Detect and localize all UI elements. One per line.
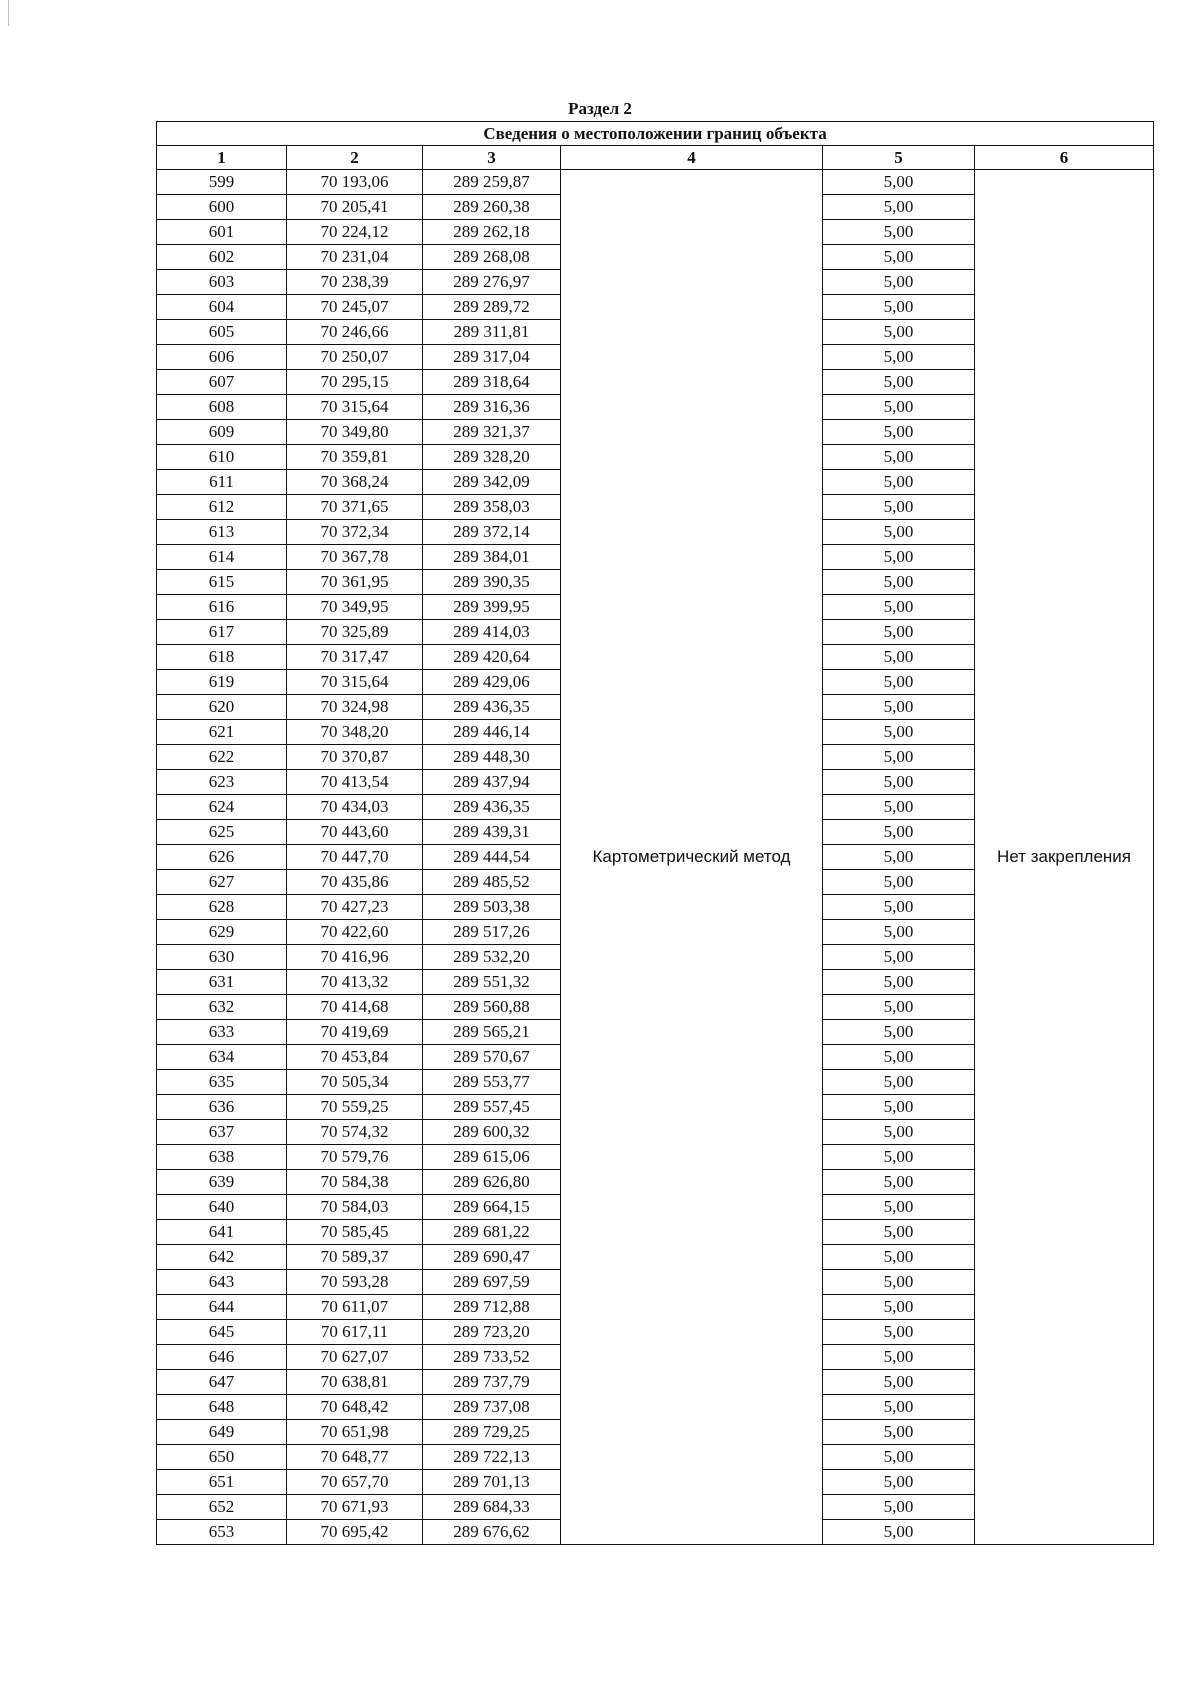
coordinate-y-cell: 289 532,20 bbox=[423, 945, 561, 970]
coordinate-x-cell: 70 193,06 bbox=[287, 170, 423, 195]
point-number-cell: 608 bbox=[157, 395, 287, 420]
coordinate-x-cell: 70 695,42 bbox=[287, 1520, 423, 1545]
point-number-cell: 641 bbox=[157, 1220, 287, 1245]
point-number-cell: 651 bbox=[157, 1470, 287, 1495]
coordinate-y-cell: 289 626,80 bbox=[423, 1170, 561, 1195]
coordinate-y-cell: 289 723,20 bbox=[423, 1320, 561, 1345]
coordinate-y-cell: 289 517,26 bbox=[423, 920, 561, 945]
coordinate-x-cell: 70 584,03 bbox=[287, 1195, 423, 1220]
point-number-cell: 650 bbox=[157, 1445, 287, 1470]
coordinate-x-cell: 70 648,42 bbox=[287, 1395, 423, 1420]
coordinate-x-cell: 70 349,95 bbox=[287, 595, 423, 620]
coordinate-y-cell: 289 399,95 bbox=[423, 595, 561, 620]
point-number-cell: 605 bbox=[157, 320, 287, 345]
coordinate-y-cell: 289 439,31 bbox=[423, 820, 561, 845]
coordinate-x-cell: 70 419,69 bbox=[287, 1020, 423, 1045]
accuracy-cell: 5,00 bbox=[823, 1520, 975, 1545]
coordinate-x-cell: 70 370,87 bbox=[287, 745, 423, 770]
coordinate-x-cell: 70 589,37 bbox=[287, 1245, 423, 1270]
coordinate-y-cell: 289 681,22 bbox=[423, 1220, 561, 1245]
coordinate-y-cell: 289 712,88 bbox=[423, 1295, 561, 1320]
coordinate-x-cell: 70 317,47 bbox=[287, 645, 423, 670]
point-number-cell: 624 bbox=[157, 795, 287, 820]
coordinate-y-cell: 289 436,35 bbox=[423, 695, 561, 720]
coordinate-x-cell: 70 671,93 bbox=[287, 1495, 423, 1520]
point-number-cell: 614 bbox=[157, 545, 287, 570]
accuracy-cell: 5,00 bbox=[823, 1245, 975, 1270]
coordinate-y-cell: 289 485,52 bbox=[423, 870, 561, 895]
point-number-cell: 620 bbox=[157, 695, 287, 720]
coordinate-y-cell: 289 600,32 bbox=[423, 1120, 561, 1145]
coordinate-y-cell: 289 690,47 bbox=[423, 1245, 561, 1270]
method-cell: Картометрический метод bbox=[561, 170, 823, 1545]
accuracy-cell: 5,00 bbox=[823, 770, 975, 795]
point-number-cell: 603 bbox=[157, 270, 287, 295]
point-number-cell: 622 bbox=[157, 745, 287, 770]
point-number-cell: 640 bbox=[157, 1195, 287, 1220]
accuracy-cell: 5,00 bbox=[823, 1295, 975, 1320]
accuracy-cell: 5,00 bbox=[823, 845, 975, 870]
coordinate-y-cell: 289 553,77 bbox=[423, 1070, 561, 1095]
coordinate-y-cell: 289 676,62 bbox=[423, 1520, 561, 1545]
coordinate-x-cell: 70 416,96 bbox=[287, 945, 423, 970]
coordinate-y-cell: 289 328,20 bbox=[423, 445, 561, 470]
coordinate-y-cell: 289 446,14 bbox=[423, 720, 561, 745]
coordinate-x-cell: 70 238,39 bbox=[287, 270, 423, 295]
accuracy-cell: 5,00 bbox=[823, 1345, 975, 1370]
accuracy-cell: 5,00 bbox=[823, 595, 975, 620]
accuracy-cell: 5,00 bbox=[823, 395, 975, 420]
coordinate-y-cell: 289 557,45 bbox=[423, 1095, 561, 1120]
coordinate-x-cell: 70 295,15 bbox=[287, 370, 423, 395]
accuracy-cell: 5,00 bbox=[823, 370, 975, 395]
coordinate-x-cell: 70 427,23 bbox=[287, 895, 423, 920]
coordinate-x-cell: 70 584,38 bbox=[287, 1170, 423, 1195]
coordinate-y-cell: 289 437,94 bbox=[423, 770, 561, 795]
coordinate-x-cell: 70 453,84 bbox=[287, 1045, 423, 1070]
accuracy-cell: 5,00 bbox=[823, 1170, 975, 1195]
accuracy-cell: 5,00 bbox=[823, 720, 975, 745]
coordinate-x-cell: 70 361,95 bbox=[287, 570, 423, 595]
accuracy-cell: 5,00 bbox=[823, 1070, 975, 1095]
coordinate-y-cell: 289 664,15 bbox=[423, 1195, 561, 1220]
accuracy-cell: 5,00 bbox=[823, 970, 975, 995]
point-number-cell: 631 bbox=[157, 970, 287, 995]
table-row bbox=[157, 170, 1154, 195]
coordinate-x-cell: 70 324,98 bbox=[287, 695, 423, 720]
coordinate-y-cell: 289 318,64 bbox=[423, 370, 561, 395]
point-number-cell: 613 bbox=[157, 520, 287, 545]
column-header: 2 bbox=[287, 146, 423, 170]
point-number-cell: 612 bbox=[157, 495, 287, 520]
coordinate-x-cell: 70 371,65 bbox=[287, 495, 423, 520]
accuracy-cell: 5,00 bbox=[823, 295, 975, 320]
column-header: 1 bbox=[157, 146, 287, 170]
coordinate-x-cell: 70 414,68 bbox=[287, 995, 423, 1020]
coordinate-x-cell: 70 205,41 bbox=[287, 195, 423, 220]
coordinate-x-cell: 70 559,25 bbox=[287, 1095, 423, 1120]
coordinate-y-cell: 289 722,13 bbox=[423, 1445, 561, 1470]
accuracy-cell: 5,00 bbox=[823, 1445, 975, 1470]
point-number-cell: 645 bbox=[157, 1320, 287, 1345]
accuracy-cell: 5,00 bbox=[823, 445, 975, 470]
coordinate-y-cell: 289 316,36 bbox=[423, 395, 561, 420]
coordinate-y-cell: 289 737,79 bbox=[423, 1370, 561, 1395]
coordinate-y-cell: 289 414,03 bbox=[423, 620, 561, 645]
point-number-cell: 646 bbox=[157, 1345, 287, 1370]
coordinate-y-cell: 289 311,81 bbox=[423, 320, 561, 345]
point-number-cell: 630 bbox=[157, 945, 287, 970]
coordinate-x-cell: 70 434,03 bbox=[287, 795, 423, 820]
coordinate-y-cell: 289 570,67 bbox=[423, 1045, 561, 1070]
column-header: 5 bbox=[823, 146, 975, 170]
coordinate-y-cell: 289 268,08 bbox=[423, 245, 561, 270]
point-number-cell: 606 bbox=[157, 345, 287, 370]
accuracy-cell: 5,00 bbox=[823, 695, 975, 720]
coordinate-y-cell: 289 737,08 bbox=[423, 1395, 561, 1420]
coordinate-x-cell: 70 315,64 bbox=[287, 670, 423, 695]
point-number-cell: 653 bbox=[157, 1520, 287, 1545]
coordinate-x-cell: 70 435,86 bbox=[287, 870, 423, 895]
coordinate-y-cell: 289 390,35 bbox=[423, 570, 561, 595]
coordinate-y-cell: 289 503,38 bbox=[423, 895, 561, 920]
coordinate-x-cell: 70 611,07 bbox=[287, 1295, 423, 1320]
coordinate-y-cell: 289 733,52 bbox=[423, 1345, 561, 1370]
coordinate-y-cell: 289 289,72 bbox=[423, 295, 561, 320]
point-number-cell: 607 bbox=[157, 370, 287, 395]
accuracy-cell: 5,00 bbox=[823, 1270, 975, 1295]
coordinate-y-cell: 289 701,13 bbox=[423, 1470, 561, 1495]
coordinate-x-cell: 70 413,54 bbox=[287, 770, 423, 795]
point-number-cell: 639 bbox=[157, 1170, 287, 1195]
coordinate-x-cell: 70 657,70 bbox=[287, 1470, 423, 1495]
accuracy-cell: 5,00 bbox=[823, 1045, 975, 1070]
point-number-cell: 644 bbox=[157, 1295, 287, 1320]
coordinate-x-cell: 70 638,81 bbox=[287, 1370, 423, 1395]
point-number-cell: 634 bbox=[157, 1045, 287, 1070]
coordinate-x-cell: 70 231,04 bbox=[287, 245, 423, 270]
coordinate-y-cell: 289 684,33 bbox=[423, 1495, 561, 1520]
point-number-cell: 604 bbox=[157, 295, 287, 320]
coordinate-x-cell: 70 348,20 bbox=[287, 720, 423, 745]
coordinate-x-cell: 70 574,32 bbox=[287, 1120, 423, 1145]
coordinate-y-cell: 289 565,21 bbox=[423, 1020, 561, 1045]
point-number-cell: 616 bbox=[157, 595, 287, 620]
accuracy-cell: 5,00 bbox=[823, 170, 975, 195]
accuracy-cell: 5,00 bbox=[823, 245, 975, 270]
coordinate-y-cell: 289 262,18 bbox=[423, 220, 561, 245]
point-number-cell: 599 bbox=[157, 170, 287, 195]
point-number-cell: 642 bbox=[157, 1245, 287, 1270]
point-number-cell: 637 bbox=[157, 1120, 287, 1145]
point-number-cell: 636 bbox=[157, 1095, 287, 1120]
accuracy-cell: 5,00 bbox=[823, 1395, 975, 1420]
point-number-cell: 635 bbox=[157, 1070, 287, 1095]
table-body bbox=[157, 170, 1154, 1545]
coordinate-x-cell: 70 447,70 bbox=[287, 845, 423, 870]
coordinate-y-cell: 289 321,37 bbox=[423, 420, 561, 445]
accuracy-cell: 5,00 bbox=[823, 1120, 975, 1145]
coordinate-y-cell: 289 259,87 bbox=[423, 170, 561, 195]
accuracy-cell: 5,00 bbox=[823, 820, 975, 845]
point-number-cell: 649 bbox=[157, 1420, 287, 1445]
coordinate-x-cell: 70 505,34 bbox=[287, 1070, 423, 1095]
point-number-cell: 609 bbox=[157, 420, 287, 445]
coordinate-y-cell: 289 560,88 bbox=[423, 995, 561, 1020]
accuracy-cell: 5,00 bbox=[823, 1095, 975, 1120]
coordinates-table bbox=[156, 121, 1154, 1545]
coordinate-y-cell: 289 444,54 bbox=[423, 845, 561, 870]
accuracy-cell: 5,00 bbox=[823, 1495, 975, 1520]
accuracy-cell: 5,00 bbox=[823, 320, 975, 345]
coordinate-x-cell: 70 368,24 bbox=[287, 470, 423, 495]
accuracy-cell: 5,00 bbox=[823, 1370, 975, 1395]
accuracy-cell: 5,00 bbox=[823, 470, 975, 495]
accuracy-cell: 5,00 bbox=[823, 1470, 975, 1495]
coordinate-y-cell: 289 729,25 bbox=[423, 1420, 561, 1445]
coordinate-x-cell: 70 246,66 bbox=[287, 320, 423, 345]
point-number-cell: 638 bbox=[157, 1145, 287, 1170]
coordinates-table-container bbox=[156, 121, 1153, 1545]
accuracy-cell: 5,00 bbox=[823, 945, 975, 970]
coordinate-x-cell: 70 579,76 bbox=[287, 1145, 423, 1170]
coordinate-x-cell: 70 593,28 bbox=[287, 1270, 423, 1295]
accuracy-cell: 5,00 bbox=[823, 420, 975, 445]
coordinate-y-cell: 289 372,14 bbox=[423, 520, 561, 545]
accuracy-cell: 5,00 bbox=[823, 1145, 975, 1170]
point-number-cell: 628 bbox=[157, 895, 287, 920]
coordinate-x-cell: 70 325,89 bbox=[287, 620, 423, 645]
point-number-cell: 643 bbox=[157, 1270, 287, 1295]
accuracy-cell: 5,00 bbox=[823, 520, 975, 545]
coordinate-y-cell: 289 551,32 bbox=[423, 970, 561, 995]
coordinate-x-cell: 70 422,60 bbox=[287, 920, 423, 945]
point-number-cell: 625 bbox=[157, 820, 287, 845]
coordinate-y-cell: 289 420,64 bbox=[423, 645, 561, 670]
accuracy-cell: 5,00 bbox=[823, 545, 975, 570]
coordinate-y-cell: 289 384,01 bbox=[423, 545, 561, 570]
accuracy-cell: 5,00 bbox=[823, 870, 975, 895]
point-number-cell: 600 bbox=[157, 195, 287, 220]
column-header: 3 bbox=[423, 146, 561, 170]
point-number-cell: 615 bbox=[157, 570, 287, 595]
point-number-cell: 627 bbox=[157, 870, 287, 895]
point-number-cell: 633 bbox=[157, 1020, 287, 1045]
coordinate-x-cell: 70 367,78 bbox=[287, 545, 423, 570]
accuracy-cell: 5,00 bbox=[823, 1320, 975, 1345]
accuracy-cell: 5,00 bbox=[823, 995, 975, 1020]
column-header: 6 bbox=[975, 146, 1154, 170]
coordinate-y-cell: 289 342,09 bbox=[423, 470, 561, 495]
point-number-cell: 610 bbox=[157, 445, 287, 470]
accuracy-cell: 5,00 bbox=[823, 220, 975, 245]
point-number-cell: 629 bbox=[157, 920, 287, 945]
coordinate-y-cell: 289 317,04 bbox=[423, 345, 561, 370]
fixing-cell: Нет закрепления bbox=[975, 170, 1154, 1545]
coordinate-x-cell: 70 413,32 bbox=[287, 970, 423, 995]
point-number-cell: 617 bbox=[157, 620, 287, 645]
point-number-cell: 619 bbox=[157, 670, 287, 695]
coordinate-y-cell: 289 260,38 bbox=[423, 195, 561, 220]
accuracy-cell: 5,00 bbox=[823, 345, 975, 370]
accuracy-cell: 5,00 bbox=[823, 645, 975, 670]
coordinate-y-cell: 289 358,03 bbox=[423, 495, 561, 520]
coordinate-x-cell: 70 651,98 bbox=[287, 1420, 423, 1445]
coordinate-x-cell: 70 372,34 bbox=[287, 520, 423, 545]
coordinate-x-cell: 70 617,11 bbox=[287, 1320, 423, 1345]
point-number-cell: 602 bbox=[157, 245, 287, 270]
coordinate-y-cell: 289 615,06 bbox=[423, 1145, 561, 1170]
accuracy-cell: 5,00 bbox=[823, 620, 975, 645]
coordinate-x-cell: 70 349,80 bbox=[287, 420, 423, 445]
point-number-cell: 611 bbox=[157, 470, 287, 495]
point-number-cell: 632 bbox=[157, 995, 287, 1020]
accuracy-cell: 5,00 bbox=[823, 795, 975, 820]
accuracy-cell: 5,00 bbox=[823, 1420, 975, 1445]
accuracy-cell: 5,00 bbox=[823, 1195, 975, 1220]
accuracy-cell: 5,00 bbox=[823, 495, 975, 520]
coordinate-y-cell: 289 276,97 bbox=[423, 270, 561, 295]
point-number-cell: 648 bbox=[157, 1395, 287, 1420]
coordinate-y-cell: 289 436,35 bbox=[423, 795, 561, 820]
accuracy-cell: 5,00 bbox=[823, 1220, 975, 1245]
point-number-cell: 618 bbox=[157, 645, 287, 670]
point-number-cell: 647 bbox=[157, 1370, 287, 1395]
coordinate-x-cell: 70 585,45 bbox=[287, 1220, 423, 1245]
coordinate-y-cell: 289 429,06 bbox=[423, 670, 561, 695]
accuracy-cell: 5,00 bbox=[823, 570, 975, 595]
point-number-cell: 621 bbox=[157, 720, 287, 745]
point-number-cell: 652 bbox=[157, 1495, 287, 1520]
accuracy-cell: 5,00 bbox=[823, 895, 975, 920]
accuracy-cell: 5,00 bbox=[823, 670, 975, 695]
column-header: 4 bbox=[561, 146, 823, 170]
accuracy-cell: 5,00 bbox=[823, 745, 975, 770]
point-number-cell: 623 bbox=[157, 770, 287, 795]
point-number-cell: 601 bbox=[157, 220, 287, 245]
coordinate-x-cell: 70 315,64 bbox=[287, 395, 423, 420]
table-caption: Сведения о местоположении границ объекта bbox=[157, 122, 1154, 146]
page-edge-mark bbox=[8, 0, 9, 26]
coordinate-x-cell: 70 250,07 bbox=[287, 345, 423, 370]
coordinate-x-cell: 70 224,12 bbox=[287, 220, 423, 245]
coordinate-x-cell: 70 245,07 bbox=[287, 295, 423, 320]
coordinate-x-cell: 70 359,81 bbox=[287, 445, 423, 470]
coordinate-x-cell: 70 443,60 bbox=[287, 820, 423, 845]
accuracy-cell: 5,00 bbox=[823, 1020, 975, 1045]
accuracy-cell: 5,00 bbox=[823, 920, 975, 945]
point-number-cell: 626 bbox=[157, 845, 287, 870]
coordinate-x-cell: 70 648,77 bbox=[287, 1445, 423, 1470]
coordinate-x-cell: 70 627,07 bbox=[287, 1345, 423, 1370]
coordinate-y-cell: 289 697,59 bbox=[423, 1270, 561, 1295]
coordinate-y-cell: 289 448,30 bbox=[423, 745, 561, 770]
section-title: Раздел 2 bbox=[568, 99, 632, 118]
accuracy-cell: 5,00 bbox=[823, 270, 975, 295]
accuracy-cell: 5,00 bbox=[823, 195, 975, 220]
